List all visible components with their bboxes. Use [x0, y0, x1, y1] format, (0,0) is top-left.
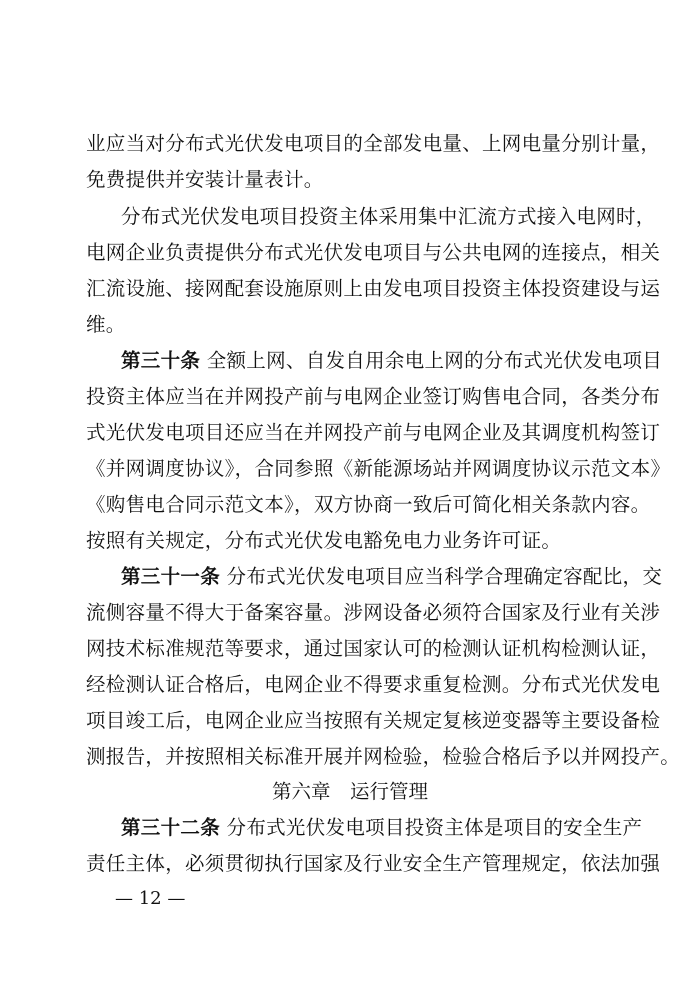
paragraph-line: 项目竣工后，电网企业应当按照有关规定复核逆变器等主要设备检	[86, 709, 661, 732]
paragraph-line: 式光伏发电项目还应当在并网投产前与电网企业及其调度机构签订	[86, 421, 661, 444]
paragraph-line: 分布式光伏发电项目应当科学合理确定容配比，交	[226, 565, 663, 588]
chapter-title: 第六章 运行管理	[271, 780, 428, 803]
paragraph-line: 业应当对分布式光伏发电项目的全部发电量、上网电量分别计量，	[86, 132, 661, 155]
article-31-heading: 第三十一条	[121, 565, 221, 588]
paragraph-line: 免费提供并安装计量表计。	[86, 168, 324, 191]
paragraph-line: 投资主体应当在并网投产前与电网企业签订购售电合同，各类分布	[86, 385, 661, 408]
paragraph-line: 汇流设施、接网配套设施原则上由发电项目投资主体投资建设与运	[86, 277, 661, 300]
article-30-first-line	[121, 349, 662, 373]
article-32-first-line	[121, 816, 642, 840]
page-number: — 12 —	[115, 888, 186, 909]
paragraph-line: 责任主体，必须贯彻执行国家及行业安全生产管理规定，依法加强	[86, 852, 661, 875]
paragraph-line: 网技术标准规范等要求，通过国家认可的检测认证机构检测认证，	[86, 637, 661, 660]
paragraph-line: 维。	[86, 313, 126, 336]
paragraph-line: 电网企业负责提供分布式光伏发电项目与公共电网的连接点，相关	[86, 241, 661, 264]
paragraph-line: 分布式光伏发电项目投资主体是项目的安全生产	[226, 816, 643, 839]
paragraph-line: 《并网调度协议》，合同参照《新能源场站并网调度协议示范文本》	[86, 457, 671, 480]
paragraph-line: 《购售电合同示范文本》，双方协商一致后可简化相关条款内容。	[86, 493, 651, 516]
article-31-first-line	[121, 565, 662, 589]
article-32-heading: 第三十二条	[121, 816, 221, 839]
paragraph-line: 分布式光伏发电项目投资主体采用集中汇流方式接入电网时，	[121, 205, 656, 228]
article-30-heading: 第三十条	[121, 349, 201, 372]
paragraph-line: 流侧容量不得大于备案容量。涉网设备必须符合国家及行业有关涉	[86, 601, 661, 624]
paragraph-line: 经检测认证合格后，电网企业不得要求重复检测。分布式光伏发电	[86, 673, 661, 696]
paragraph-line: 测报告，并按照相关标准开展并网检验，检验合格后予以并网投产。	[86, 745, 681, 768]
paragraph-line: 全额上网、自发自用余电上网的分布式光伏发电项目	[206, 349, 663, 372]
paragraph-line: 按照有关规定，分布式光伏发电豁免电力业务许可证。	[86, 529, 562, 552]
